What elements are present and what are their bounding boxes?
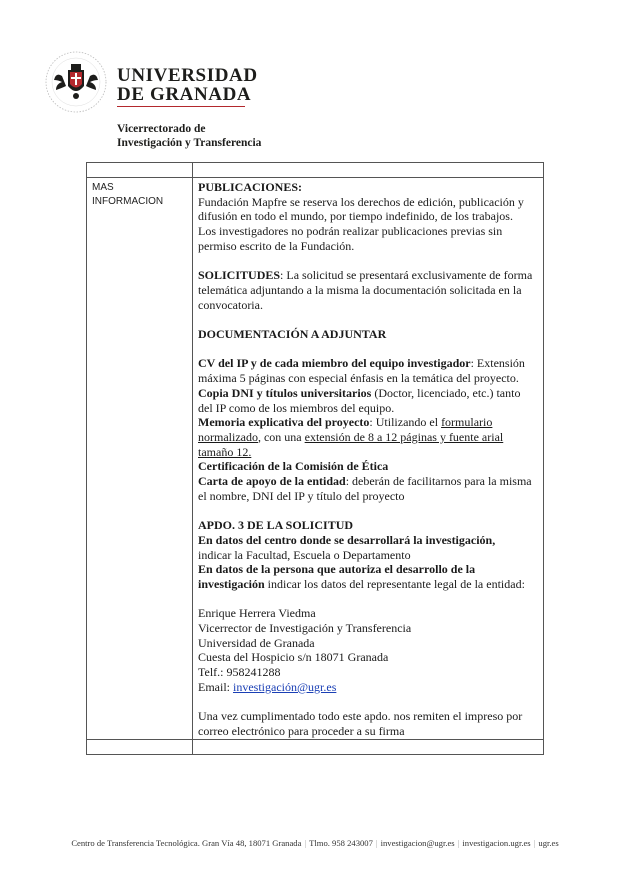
footer-separator: |: [304, 838, 307, 848]
info-table: [86, 162, 544, 755]
page-footer: [0, 838, 630, 848]
publicaciones-text1: Fundación Mapfre se reserva los derechos de edición, publicación y difusión en todo el mundo, por tiempo indefinido, de los trabajos.: [198, 194, 524, 224]
apdo-heading: APDO. 3 DE LA SOLICITUD: [198, 518, 354, 533]
contact-name: Enrique Herrera Viedma: [198, 606, 316, 621]
footer-separator: |: [457, 838, 460, 848]
cv-text: : Extensión máxima 5 páginas con especial énfasis en la temática del proyecto.: [198, 356, 525, 386]
carta-bold: Carta de apoyo de la entidad: [198, 474, 346, 489]
contact-phone: Telf.: 958241288: [198, 665, 281, 680]
documentacion-heading: DOCUMENTACIÓN A ADJUNTAR: [198, 327, 387, 341]
university-of-granada-seal-icon: [44, 50, 108, 114]
carta-item: [198, 474, 537, 503]
memoria-bold: Memoria explicativa del proyecto: [198, 415, 370, 430]
contact-role: Vicerrector de Investigación y Transferencia: [198, 621, 412, 636]
contact-email-link[interactable]: investigación@ugr.es: [233, 679, 337, 694]
table-bottom-row: [87, 739, 544, 754]
footer-address: Centro de Transferencia Tecnológica. Gran Vía 48, 18071 Granada: [71, 838, 302, 848]
copia-bold: Copia DNI y títulos universitarios: [198, 385, 372, 400]
contact-org: Universidad de Granada: [198, 635, 315, 650]
solicitudes-paragraph: [198, 268, 537, 312]
left-label-line2: INFORMACION: [92, 196, 164, 207]
vice-line1: Vicerrectorado de: [117, 123, 206, 135]
copia-item: [198, 386, 537, 415]
certificacion-item: Certificación de la Comisión de Ética: [198, 459, 389, 474]
footer-main-website[interactable]: ugr.es: [538, 838, 559, 848]
extension-underlined: extensión de 8 a 12 páginas y fuente arial tamaño 12.: [198, 429, 504, 459]
table-top-row: [87, 163, 544, 178]
footer-phone: Tlmo. 958 243007: [309, 838, 373, 848]
cv-bold: CV del IP y de cada miembro del equipo investigador: [198, 356, 471, 371]
persona-bold: En datos de la persona que autoriza el desarrollo de la investigación: [198, 562, 476, 591]
memoria-text1: : Utilizando el: [369, 415, 442, 430]
persona-text: indicar los datos del representante legal de la entidad:: [264, 576, 525, 591]
centro-text: indicar la Facultad, Escuela o Departamento: [198, 547, 411, 562]
left-label-cell: [87, 178, 193, 740]
content-cell: [193, 178, 544, 740]
centro-bold: En datos del centro donde se desarrollará la investigación,: [198, 532, 496, 547]
vice-line2: Investigación y Transferencia: [117, 137, 262, 149]
table-main-row: [87, 178, 544, 740]
contact-address: Cuesta del Hospicio s/n 18071 Granada: [198, 650, 389, 665]
closing-text: Una vez cumplimentado todo este apdo. nos remiten el impreso por correo electrónico para proceder a su firma: [198, 709, 523, 738]
publicaciones-text2: Los investigadores no podrán realizar publicaciones previas sin permiso escrito de la Fundación.: [198, 224, 503, 253]
header-accent-rule: [117, 106, 245, 107]
university-name: [117, 66, 258, 104]
publicaciones-heading: PUBLICACIONES:: [198, 180, 303, 194]
cv-item: [198, 356, 537, 385]
university-name-line2: DE GRANADA: [117, 84, 252, 105]
footer-website[interactable]: investigacion.ugr.es: [462, 838, 531, 848]
memoria-item: [198, 415, 537, 459]
memoria-text2: , con una: [257, 429, 305, 444]
solicitudes-text: : La solicitud se presentará exclusivamente de forma telemática adjuntando a la misma la documentación solicitada en la convocatoria.: [198, 268, 533, 312]
footer-separator: |: [375, 838, 378, 848]
solicitudes-heading: SOLICITUDES: [198, 268, 281, 283]
contact-email-line: [198, 680, 537, 695]
formulario-normalizado-underlined: formulario normalizado: [198, 415, 493, 444]
university-seal-logo: [44, 50, 108, 114]
footer-email[interactable]: investigacion@ugr.es: [380, 838, 455, 848]
contact-email-label: Email:: [198, 679, 233, 694]
left-label: [87, 178, 192, 209]
vice-rectorate-name: [117, 122, 261, 150]
university-name-line1: UNIVERSIDAD: [117, 65, 258, 86]
copia-text: (Doctor, licenciado, etc.) tanto del IP como de los miembros del equipo.: [198, 385, 521, 415]
left-label-line1: MAS: [92, 182, 114, 193]
carta-text: : deberán de facilitarnos para la misma el nombre, DNI del IP y título del proyecto: [198, 474, 532, 503]
content-body: [193, 178, 543, 739]
footer-separator: |: [533, 838, 536, 848]
persona-item: [198, 562, 537, 591]
